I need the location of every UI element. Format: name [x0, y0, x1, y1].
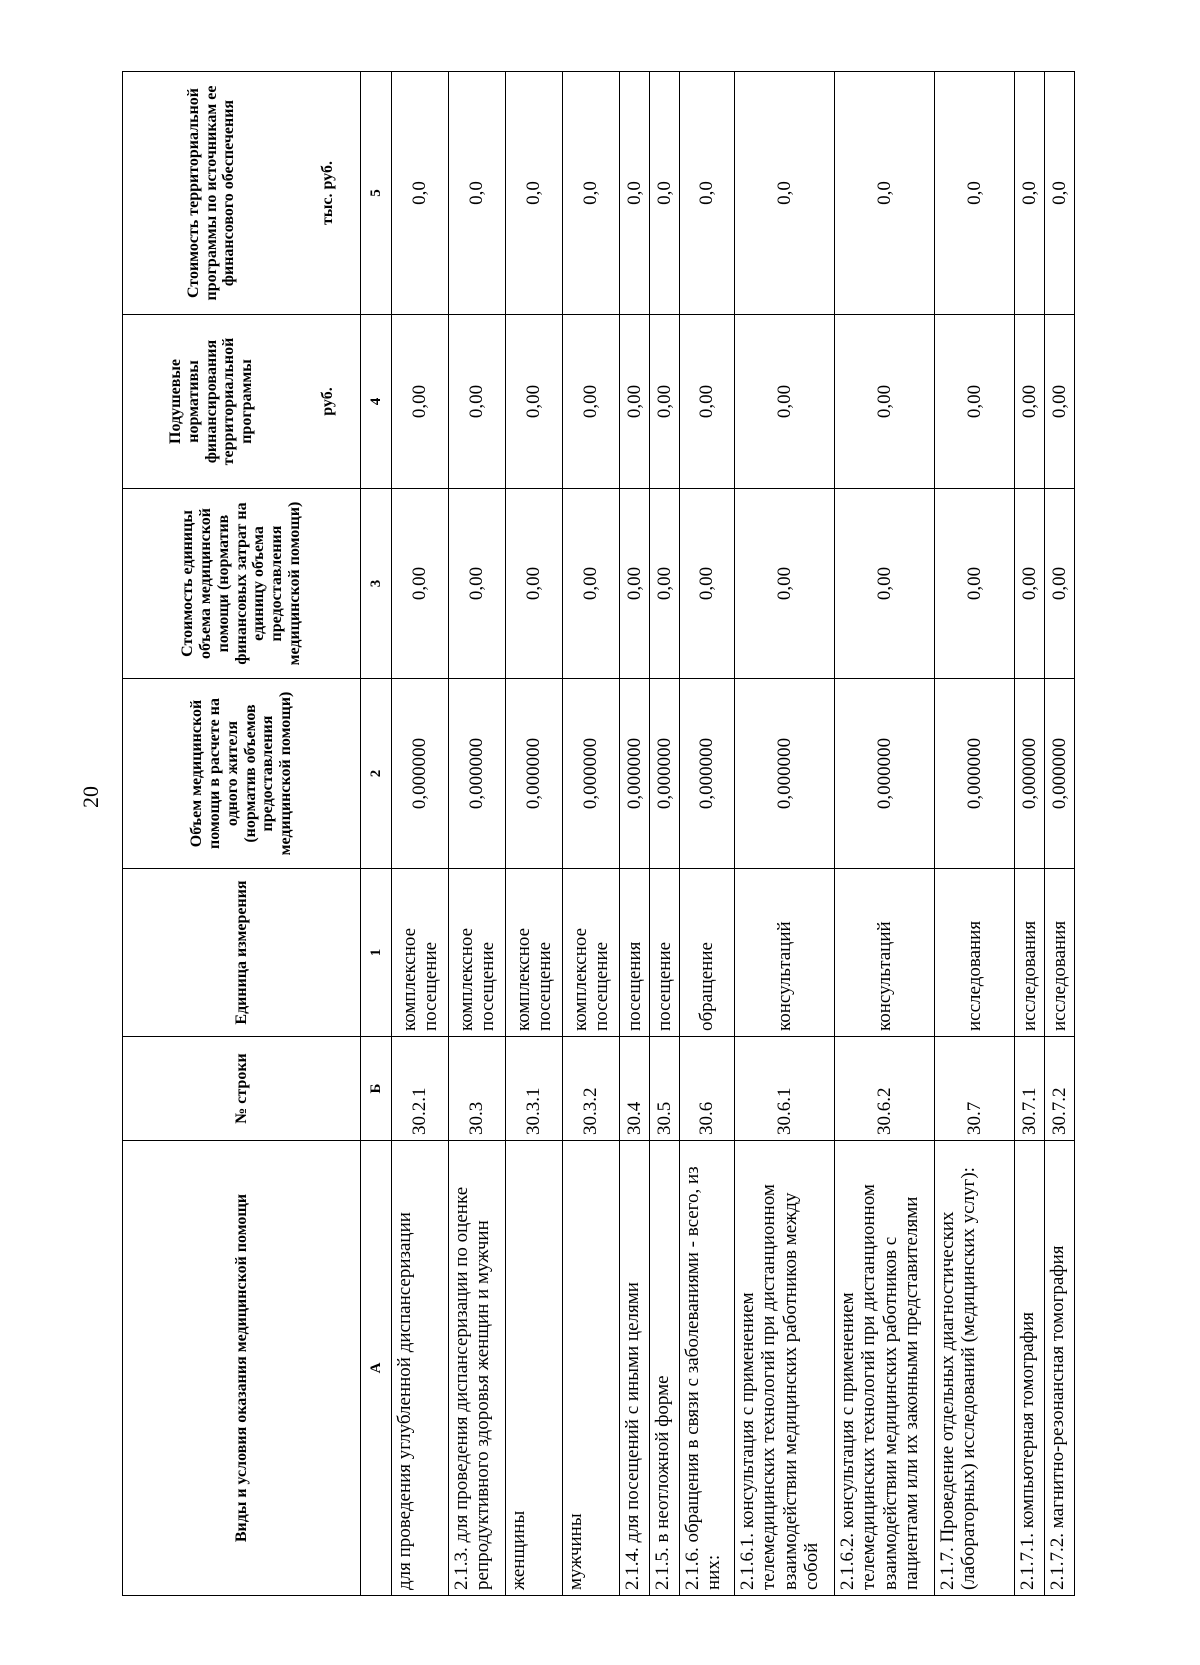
- cell-program-cost: 0,0: [680, 72, 735, 315]
- table-row: [1045, 72, 1075, 1596]
- cell-care-type: мужчины: [563, 1141, 620, 1596]
- table-row: [835, 72, 935, 1596]
- header-per-capita-unit: руб.: [319, 387, 337, 416]
- table-row: [392, 72, 449, 1596]
- cell-program-cost: 0,0: [620, 72, 650, 315]
- index-cell: 1: [361, 869, 392, 1037]
- header-per-capita-label: Подушевые нормативы финансирования территориальной программы: [166, 337, 256, 466]
- cell-program-cost: 0,0: [506, 72, 563, 315]
- header-per-capita: [123, 315, 361, 489]
- cell-program-cost: 0,0: [1045, 72, 1075, 315]
- cell-per-capita: 0,00: [392, 315, 449, 489]
- header-program-cost: [123, 72, 361, 315]
- cell-program-cost: 0,0: [735, 72, 835, 315]
- cell-per-capita: 0,00: [449, 315, 506, 489]
- cell-care-type: 2.1.5. в неотложной форме: [650, 1141, 680, 1596]
- rotated-table-container: [122, 72, 1196, 1596]
- cell-unit: исследования: [935, 869, 1015, 1037]
- cell-row-number: 30.5: [650, 1037, 680, 1141]
- header-row: [123, 72, 361, 1596]
- cell-unit-cost: 0,00: [392, 489, 449, 679]
- column-index-row: [361, 72, 392, 1596]
- cell-per-capita: 0,00: [506, 315, 563, 489]
- cell-unit-cost: 0,00: [835, 489, 935, 679]
- cell-per-capita: 0,00: [563, 315, 620, 489]
- cell-volume: 0,000000: [620, 679, 650, 869]
- header-unit: Единица измерения: [123, 869, 361, 1037]
- cell-volume: 0,000000: [835, 679, 935, 869]
- cell-volume: 0,000000: [392, 679, 449, 869]
- cell-unit: комплексное посещение: [506, 869, 563, 1037]
- table-row: [449, 72, 506, 1596]
- cell-program-cost: 0,0: [935, 72, 1015, 315]
- cell-program-cost: 0,0: [835, 72, 935, 315]
- cell-unit: комплексное посещение: [392, 869, 449, 1037]
- cell-per-capita: 0,00: [1045, 315, 1075, 489]
- cell-per-capita: 0,00: [835, 315, 935, 489]
- cell-row-number: 30.6.2: [835, 1037, 935, 1141]
- cell-row-number: 30.2.1: [392, 1037, 449, 1141]
- cell-row-number: 30.7.2: [1045, 1037, 1075, 1141]
- cell-row-number: 30.3: [449, 1037, 506, 1141]
- cell-program-cost: 0,0: [650, 72, 680, 315]
- cell-care-type: 2.1.4. для посещений с иными целями: [620, 1141, 650, 1596]
- cell-volume: 0,000000: [1045, 679, 1075, 869]
- index-cell: 2: [361, 679, 392, 869]
- table-row: [680, 72, 735, 1596]
- table-row: [563, 72, 620, 1596]
- cell-volume: 0,000000: [935, 679, 1015, 869]
- cell-unit: комплексное посещение: [449, 869, 506, 1037]
- cell-row-number: 30.3.1: [506, 1037, 563, 1141]
- cell-unit-cost: 0,00: [620, 489, 650, 679]
- cell-per-capita: 0,00: [935, 315, 1015, 489]
- cell-row-number: 30.3.2: [563, 1037, 620, 1141]
- header-care-type: Виды и условия оказания медицинской помощи: [123, 1141, 361, 1596]
- cell-unit-cost: 0,00: [935, 489, 1015, 679]
- header-row-number: № строки: [123, 1037, 361, 1141]
- cell-care-type: 2.1.3. для проведения диспансеризации по оценке репродуктивного здоровья женщин и мужчин: [449, 1141, 506, 1596]
- cell-unit: посещение: [650, 869, 680, 1037]
- cell-program-cost: 0,0: [449, 72, 506, 315]
- cell-per-capita: 0,00: [1015, 315, 1045, 489]
- financing-table: [122, 71, 1075, 1596]
- header-program-cost-unit: тыс. руб.: [319, 161, 337, 225]
- cell-per-capita: 0,00: [680, 315, 735, 489]
- cell-unit-cost: 0,00: [680, 489, 735, 679]
- cell-volume: 0,000000: [680, 679, 735, 869]
- header-volume: Объем медицинской помощи в расчете на одного жителя (норматив объемов предоставления медицинской помощи): [123, 679, 361, 869]
- cell-row-number: 30.7.1: [1015, 1037, 1045, 1141]
- table-row: [650, 72, 680, 1596]
- cell-volume: 0,000000: [506, 679, 563, 869]
- cell-unit: исследования: [1045, 869, 1075, 1037]
- cell-unit: консультаций: [735, 869, 835, 1037]
- table-row: [620, 72, 650, 1596]
- cell-unit: консультаций: [835, 869, 935, 1037]
- cell-unit-cost: 0,00: [563, 489, 620, 679]
- cell-volume: 0,000000: [735, 679, 835, 869]
- cell-care-type: 2.1.6.1. консультация с применением телемедицинских технологий при дистанционном взаимодействии медицинских работников между собой: [735, 1141, 835, 1596]
- cell-row-number: 30.7: [935, 1037, 1015, 1141]
- cell-care-type: 2.1.7.2. магнитно-резонансная томография: [1045, 1141, 1075, 1596]
- index-cell: А: [361, 1141, 392, 1596]
- cell-unit-cost: 0,00: [1015, 489, 1045, 679]
- index-cell: Б: [361, 1037, 392, 1141]
- cell-program-cost: 0,0: [563, 72, 620, 315]
- cell-unit: исследования: [1015, 869, 1045, 1037]
- cell-volume: 0,000000: [449, 679, 506, 869]
- cell-row-number: 30.6.1: [735, 1037, 835, 1141]
- cell-row-number: 30.4: [620, 1037, 650, 1141]
- table-row: [506, 72, 563, 1596]
- cell-program-cost: 0,0: [392, 72, 449, 315]
- cell-care-type: 2.1.7.1. компьютерная томография: [1015, 1141, 1045, 1596]
- cell-care-type: 2.1.6.2. консультация с применением телемедицинских технологий при дистанционном взаимодействии медицинских работников с пациентами или их законными представителями: [835, 1141, 935, 1596]
- index-cell: 5: [361, 72, 392, 315]
- cell-unit: комплексное посещение: [563, 869, 620, 1037]
- cell-unit-cost: 0,00: [449, 489, 506, 679]
- cell-per-capita: 0,00: [650, 315, 680, 489]
- cell-care-type: женщины: [506, 1141, 563, 1596]
- cell-unit-cost: 0,00: [1045, 489, 1075, 679]
- cell-volume: 0,000000: [563, 679, 620, 869]
- header-program-cost-label: Стоимость территориальной программы по источникам ее финансового обеспечения: [184, 85, 238, 301]
- page-number: 20: [78, 786, 103, 808]
- cell-unit: обращение: [680, 869, 735, 1037]
- cell-care-type: 2.1.6. обращения в связи с заболеваниями - всего, из них:: [680, 1141, 735, 1596]
- cell-unit: посещения: [620, 869, 650, 1037]
- cell-volume: 0,000000: [1015, 679, 1045, 869]
- cell-unit-cost: 0,00: [735, 489, 835, 679]
- index-cell: 3: [361, 489, 392, 679]
- cell-per-capita: 0,00: [735, 315, 835, 489]
- cell-care-type: 2.1.7. Проведение отдельных диагностических (лабораторных) исследований (медицинских услуг):: [935, 1141, 1015, 1596]
- table-row: [1015, 72, 1045, 1596]
- cell-per-capita: 0,00: [620, 315, 650, 489]
- cell-program-cost: 0,0: [1015, 72, 1045, 315]
- cell-volume: 0,000000: [650, 679, 680, 869]
- cell-unit-cost: 0,00: [506, 489, 563, 679]
- index-cell: 4: [361, 315, 392, 489]
- cell-unit-cost: 0,00: [650, 489, 680, 679]
- cell-row-number: 30.6: [680, 1037, 735, 1141]
- table-row: [735, 72, 835, 1596]
- cell-care-type: для проведения углубленной диспансеризации: [392, 1141, 449, 1596]
- table-row: [935, 72, 1015, 1596]
- header-unit-cost: Стоимость единицы объема медицинской помощи (норматив финансовых затрат на единицу объема предоставления медицинской помощи): [123, 489, 361, 679]
